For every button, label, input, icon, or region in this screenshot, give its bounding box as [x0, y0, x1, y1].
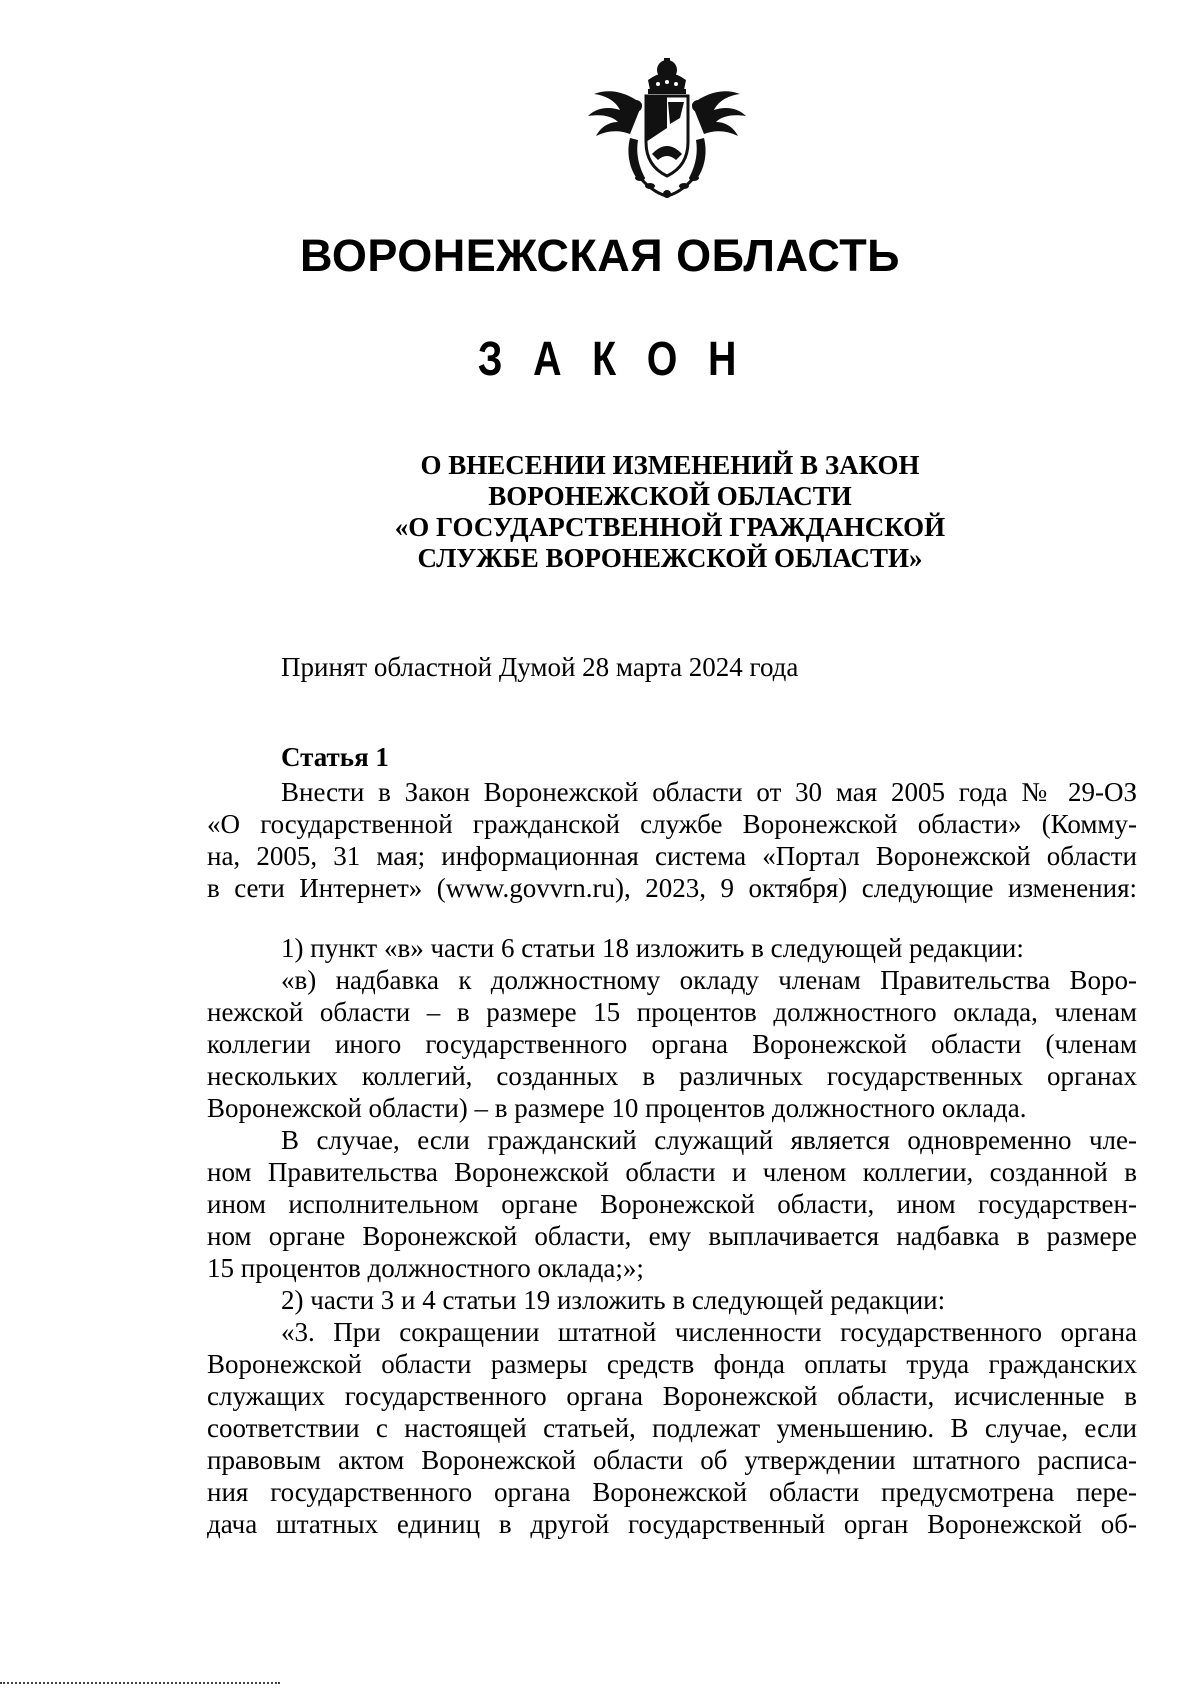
adoption-date-line: Принят областной Думой 28 марта 2024 года: [281, 652, 799, 682]
body-line: «в) надбавка к должностному окладу членам Правительства Воро-: [281, 965, 1137, 995]
document-type-heading: З А К О Н: [477, 333, 747, 386]
body-line: Воронежской области) – в размере 10 процентов должностного оклада.: [207, 1093, 1027, 1123]
footer-divider: [0, 1682, 280, 1684]
article-heading: Статья 1: [281, 742, 389, 772]
title-line: ВОРОНЕЖСКОЙ ОБЛАСТИ: [488, 481, 852, 511]
body-line: «3. При сокращении штатной численности государственного органа: [281, 1317, 1137, 1347]
body-line: соответствии с настоящей статьей, подлежат уменьшению. В случае, если: [207, 1413, 1137, 1443]
body-line: ином исполнительном органе Воронежской области, ином государствен-: [207, 1189, 1137, 1219]
body-line: на, 2005, 31 мая; информационная система «Портал Воронежской области: [207, 841, 1137, 871]
body-line: нежской области – в размере 15 процентов должностного оклада, членам: [207, 997, 1137, 1027]
title-line: СЛУЖБЕ ВОРОНЕЖСКОЙ ОБЛАСТИ»: [417, 543, 923, 573]
body-line: «О государственной гражданской службе Воронежской области» (Комму-: [207, 809, 1137, 839]
body-line: в сети Интернет» (www.govvrn.ru), 2023, 9 октября) следующие изменения:: [207, 873, 1137, 903]
body-line: дача штатных единиц в другой государственный орган Воронежской об-: [207, 1509, 1137, 1539]
title-line: «О ГОСУДАРСТВЕННОЙ ГРАЖДАНСКОЙ: [394, 512, 946, 542]
body-line: ном органе Воронежской области, ему выплачивается надбавка в размере: [207, 1221, 1137, 1251]
body-line: Воронежской области размеры средств фонда оплаты труда гражданских: [207, 1349, 1137, 1379]
body-line: коллегии иного государственного органа Воронежской области (членам: [207, 1029, 1137, 1059]
region-heading: ВОРОНЕЖСКАЯ ОБЛАСТЬ: [299, 230, 901, 281]
title-line: О ВНЕСЕНИИ ИЗМЕНЕНИЙ В ЗАКОН: [420, 450, 920, 480]
body-line: 1) пункт «в» части 6 статьи 18 изложить в следующей редакции:: [281, 933, 1024, 963]
body-line: 2) части 3 и 4 статьи 19 изложить в следующей редакции:: [281, 1285, 946, 1315]
law-title: [300, 450, 1040, 574]
body-line: нескольких коллегий, созданных в различных государственных органах: [207, 1061, 1137, 1091]
body-line: Внести в Закон Воронежской области от 30 мая 2005 года № 29-ОЗ: [281, 777, 1137, 807]
body-line: 15 процентов должностного оклада;»;: [207, 1253, 644, 1283]
body-line: В случае, если гражданский служащий является одновременно чле-: [281, 1125, 1137, 1155]
body-line: ния государственного органа Воронежской области предусмотрена пере-: [207, 1477, 1137, 1507]
body-line: ном Правительства Воронежской области и членом коллегии, созданной в: [207, 1157, 1137, 1187]
body-line: правовым актом Воронежской области об утверждении штатного расписа-: [207, 1445, 1137, 1475]
coat-of-arms-emblem: [586, 58, 748, 200]
body-line: служащих государственного органа Воронежской области, исчисленные в: [207, 1381, 1137, 1411]
